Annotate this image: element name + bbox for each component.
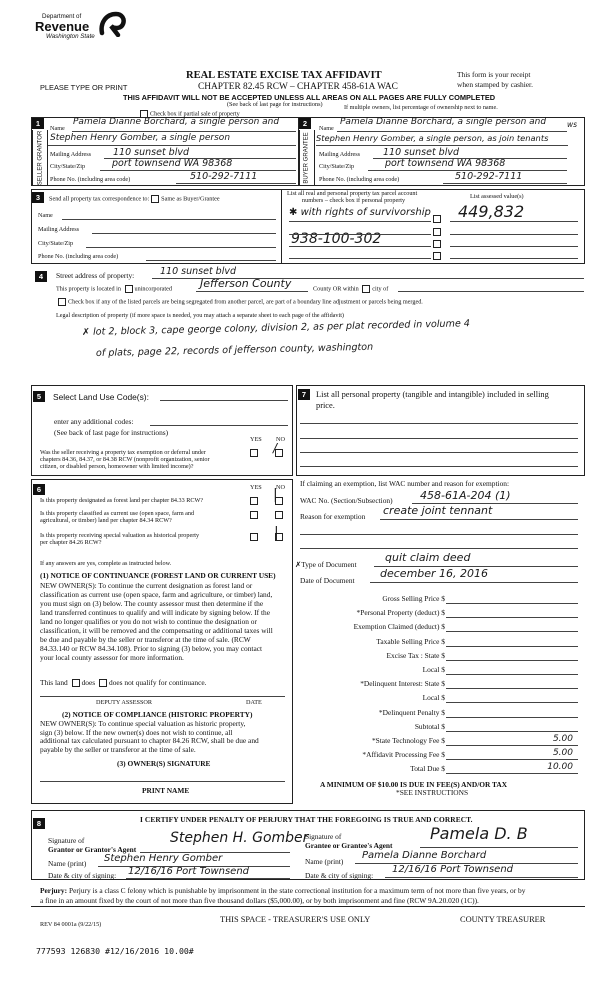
- buyer-phone[interactable]: 510-292-7111: [455, 171, 523, 182]
- grantor-printed-name[interactable]: Stephen Henry Gomber: [104, 853, 223, 864]
- tax-row: [300, 635, 585, 649]
- tax-row-label: Taxable Selling Price $: [376, 636, 445, 646]
- if-yes-instruction: If any answers are yes, complete as instructed below.: [40, 560, 172, 567]
- county-or-within: County OR within city of: [313, 285, 389, 293]
- s6-yes-header: YES: [250, 484, 262, 491]
- assessed-header: List assessed value(s): [470, 193, 524, 200]
- historic-yes-checkbox[interactable]: [250, 533, 258, 541]
- seller-sidebar: SELLER GRANTOR: [32, 130, 48, 185]
- seller-name-label: Name: [50, 125, 65, 132]
- notice-continuance-title: (1) NOTICE OF CONTINUANCE (FOREST LAND OR CURRENT USE): [40, 571, 276, 580]
- s5-q-line2: chapters 84.36, 84.37, or 84.38 RCW (nonprofit organization, senior: [40, 456, 210, 463]
- receipt-stamp: 777593 126830 #12/16/2016 10.00#: [36, 946, 194, 956]
- tax-row-label: *Delinquent Interest: State $: [360, 679, 445, 689]
- does-not-qualify-checkbox[interactable]: [99, 679, 107, 687]
- deputy-assessor-label: DEPUTY ASSESSOR: [96, 699, 152, 706]
- s5-q-line3: citizen, or disabled person, homeowner with limited income)?: [40, 463, 194, 470]
- receipt-note-2: when stamped by cashier.: [457, 80, 533, 89]
- parcel-2-personal-checkbox[interactable]: [433, 228, 441, 236]
- s6-no-mark-3: |: [274, 525, 279, 541]
- grantee-date-label: Date & city of signing:: [305, 871, 374, 880]
- land-use-title: Select Land Use Code(s):: [53, 392, 149, 402]
- tax-row-label: Exemption Claimed (deduct) $: [353, 622, 445, 632]
- s6-no-marks: |: [273, 487, 278, 503]
- tax-row-label: Local $: [422, 693, 445, 703]
- tax-row: [300, 663, 585, 677]
- tax-row-label: Total Due $: [410, 764, 445, 774]
- personal-property-title: List all personal property (tangible and intangible) included in selling: [316, 390, 549, 399]
- does-qualify-checkbox[interactable]: [72, 679, 80, 687]
- buyer-city-label: City/State/Zip: [319, 163, 355, 170]
- s5-no-mark: /: [273, 441, 278, 455]
- additional-codes-label: enter any additional codes:: [54, 417, 134, 426]
- grantee-name-label: Name (print): [305, 857, 344, 866]
- agency-line2: Revenue: [35, 19, 90, 34]
- notice-compliance-text: NEW OWNER(S): To continue special valuation as historic property, sign (3) below. If the new owner(s) does not wish to continue, all additional tax calculated pursuant to chapter 84.26 RCW, shall be due and payable by the seller or transferor at the time of sale.: [40, 719, 259, 754]
- s6-no-header: NO: [276, 484, 285, 491]
- legal-description-2[interactable]: of plats, page 22, records of jefferson county, washington: [95, 341, 374, 359]
- historic-question-1: Is this property receiving special valuation as historical property: [40, 532, 200, 539]
- current-use-question-1: Is this property classified as current use (open space, farm and: [40, 510, 195, 517]
- exemption-header: If claiming an exemption, list WAC number and reason for exemption:: [300, 479, 510, 488]
- buyer-city[interactable]: port townsend WA 98368: [385, 158, 506, 169]
- date-of-document-label: Date of Document: [300, 576, 355, 585]
- notice-continuance-text: NEW OWNER(S): To continue the current designation as forest land or classification as current use (open space, farm and agriculture, or timber) land, you must sign on (3) below. The county assessor must then determine if the land transferred continues to qualify and will indicate by signing below. If the land no longer qualifies or you do not wish to continue the designation or classification, it will be removed and the compensating or additional taxes will be due and payable by the seller or transferor at the time of sale. (RCW 84.33.140 or RCW 84.34.108). Prior to signing (3) below, you may contact your local county assessor for more information.: [40, 581, 273, 662]
- grantor-name-label: Name (print): [48, 859, 87, 868]
- current-use-yes-checkbox[interactable]: [250, 511, 258, 519]
- tax-row-label: Gross Selling Price $: [382, 594, 445, 603]
- grantee-date-city[interactable]: 12/16/16 Port Townsend: [392, 864, 514, 875]
- see-back-text: (See back of last page for instructions): [227, 101, 323, 108]
- segregated-checkbox[interactable]: [58, 298, 66, 306]
- deputy-date-label: DATE: [246, 699, 262, 706]
- tax-row: [300, 606, 585, 620]
- buyer-address-label: Mailing Address: [319, 151, 361, 158]
- street-label: Street address of property:: [56, 271, 135, 280]
- receipt-note-1: This form is your receipt: [457, 70, 531, 79]
- seller-phone-label: Phone No. (including area code): [50, 176, 131, 183]
- current-use-question-2: agricultural, or timber) land per chapter 84.34 RCW?: [40, 517, 172, 524]
- s3-address-label: Mailing Address: [38, 226, 80, 233]
- send-correspondence: Send all property tax correspondence to: Same as Buyer/Grantee: [49, 195, 220, 203]
- type-of-document-value[interactable]: quit claim deed: [385, 551, 471, 564]
- same-as-buyer-checkbox[interactable]: [151, 195, 159, 203]
- certify-statement: I CERTIFY UNDER PENALTY OF PERJURY THAT THE FOREGOING IS TRUE AND CORRECT.: [140, 815, 473, 824]
- section-8-number: 8: [33, 818, 45, 829]
- section-4-number: 4: [35, 271, 47, 282]
- section-1-number: 1: [32, 118, 44, 129]
- section-7-number: 7: [298, 389, 310, 400]
- buyer-phone-label: Phone No. (including area code): [319, 176, 400, 183]
- grantor-date-label: Date & city of signing:: [48, 871, 117, 880]
- perjury-line-1: Perjury: Perjury is a class C felony which is punishable by imprisonment in the state correctional institution for a maximum term of not more than five years, or by: [40, 886, 526, 895]
- grantee-sig-of-label: Signature of: [305, 832, 342, 841]
- seller-phone[interactable]: 510-292-7111: [190, 171, 258, 182]
- tax-row: [300, 762, 585, 776]
- reason-label: Reason for exemption: [300, 512, 366, 521]
- parcel-number[interactable]: 938-100-302: [291, 231, 382, 247]
- s3-phone-label: Phone No. (including area code): [38, 253, 119, 260]
- parcel-header-1: List all real and personal property tax parcel account: [287, 190, 418, 197]
- partial-sale-option[interactable]: Check box if partial sale of property: [138, 110, 240, 118]
- see-instructions-note: *SEE INSTRUCTIONS: [396, 788, 469, 797]
- section-3-number: 3: [32, 192, 44, 203]
- county-treasurer-label: COUNTY TREASURER: [460, 915, 546, 924]
- tax-row-value[interactable]: 10.00: [547, 762, 573, 773]
- buyer-extra-initials[interactable]: ws: [567, 120, 578, 129]
- tax-row-label: Local $: [422, 664, 445, 674]
- personal-property-title-2: price.: [316, 401, 335, 410]
- agency-line3: Washington State: [46, 33, 95, 40]
- print-name-label: PRINT NAME: [142, 786, 190, 795]
- within-city-checkbox[interactable]: [362, 285, 370, 293]
- survivorship-note[interactable]: ✱ with rights of survivorship: [289, 207, 431, 218]
- page-subtitle: CHAPTER 82.45 RCW – CHAPTER 458-61A WAC: [198, 82, 398, 92]
- grantor-date-city[interactable]: 12/16/16 Port Townsend: [128, 866, 250, 877]
- form-number: REV 84 0001a (9/22/15): [40, 921, 102, 928]
- seller-address-label: Mailing Address: [50, 151, 92, 158]
- located-in-line: This property is located in unincorporated: [56, 285, 172, 293]
- wac-value[interactable]: 458-61A-204 (1): [420, 489, 511, 502]
- grantor-signature[interactable]: Stephen H. Gomber: [170, 830, 309, 846]
- tax-row-label: *Affidavit Processing Fee $: [362, 750, 445, 760]
- type-or-print: PLEASE TYPE OR PRINT: [40, 83, 128, 92]
- tax-row-label: *Personal Property (deduct) $: [356, 608, 445, 618]
- tax-row-label: *State Technology Fee $: [371, 735, 445, 745]
- tax-row: [300, 720, 585, 734]
- perjury-line-2: a fine in an amount fixed by the court of not more than five thousand dollars ($5,000.00), or by both imprisonment and fine (RCW 9A.20.020 (1C)).: [40, 896, 479, 905]
- parcel-3-personal-checkbox[interactable]: [433, 240, 441, 248]
- s3-name-label: Name: [38, 212, 53, 219]
- qualify-line: This land does does not qualify for continuance.: [40, 678, 207, 687]
- county-value[interactable]: Jefferson County: [200, 277, 292, 290]
- land-use-see-back: (See back of last page for instructions): [54, 428, 169, 437]
- date-of-document-value[interactable]: december 16, 2016: [380, 567, 489, 580]
- seller-name-2[interactable]: Stephen Henry Gomber, a single person: [50, 133, 231, 143]
- assessed-value[interactable]: 449,832: [458, 202, 525, 221]
- buyer-name-1[interactable]: Pamela Dianne Borchard, a single person and: [340, 117, 547, 127]
- s5-yes-checkbox[interactable]: [250, 449, 258, 457]
- notice-compliance-title: (2) NOTICE OF COMPLIANCE (HISTORIC PROPERTY): [62, 710, 253, 719]
- parcel-1-personal-checkbox[interactable]: [433, 215, 441, 223]
- historic-question-2: per chapter 84.26 RCW?: [40, 539, 102, 546]
- parcel-header-2: numbers – check box if personal property: [302, 197, 406, 204]
- tax-row: [300, 620, 585, 634]
- tax-row-label: Excise Tax : State $: [386, 650, 445, 660]
- grantee-agent-label: Grantee or Grantee's Agent: [305, 841, 393, 850]
- grantor-sig-of-label: Signature of: [48, 836, 85, 845]
- tax-row-value[interactable]: 5.00: [552, 733, 573, 744]
- minimum-due-note: A MINIMUM OF $10.00 IS DUE IN FEE(S) AND/OR TAX: [320, 780, 508, 789]
- s5-no-header: NO: [276, 436, 285, 443]
- legal-label: Legal description of property (if more space is needed, you may attach a separate sheet to each page of the affidavit): [56, 312, 344, 319]
- segregated-line: Check box if any of the listed parcels are being segregated from another parcel, are part of a boundary line adjustment or parcels being merged.: [56, 298, 423, 306]
- owner-signature-label: (3) OWNER(S) SIGNATURE: [117, 759, 211, 768]
- s5-yes-header: YES: [250, 436, 262, 443]
- forest-land-question: Is this property designated as forest land per chapter 84.33 RCW?: [40, 497, 204, 504]
- buyer-name-2[interactable]: Stephen Henry Gomber, a single person, as join tenants: [316, 133, 549, 143]
- tax-row: [300, 734, 585, 748]
- current-use-no-checkbox[interactable]: [275, 511, 283, 519]
- s3-city-label: City/State/Zip: [38, 240, 74, 247]
- wac-label: WAC No. (Section/Subsection): [300, 496, 393, 505]
- grantee-printed-name[interactable]: Pamela Dianne Borchard: [362, 850, 487, 861]
- buyer-sidebar: BUYER GRANTEE: [299, 130, 315, 185]
- type-of-document-label: ✗Type of Document: [295, 560, 357, 569]
- multiple-owners-note: If multiple owners, list percentage of ownership next to name.: [344, 104, 498, 111]
- tax-row: [300, 649, 585, 663]
- tax-row: [300, 706, 585, 720]
- reason-value[interactable]: create joint tennant: [383, 504, 493, 517]
- seller-address[interactable]: 110 sunset blvd: [113, 147, 190, 158]
- legal-description-1[interactable]: ✗ lot 2, block 3, cape george colony, division 2, as per plat recorded in volume 4: [81, 318, 471, 338]
- treasurer-space-label: THIS SPACE - TREASURER'S USE ONLY: [220, 915, 371, 924]
- warning-text: THIS AFFIDAVIT WILL NOT BE ACCEPTED UNLESS ALL AREAS ON ALL PAGES ARE FULLY COMPLETED: [123, 93, 496, 102]
- parcel-4-personal-checkbox[interactable]: [433, 252, 441, 260]
- grantee-signature[interactable]: Pamela D. B: [430, 824, 528, 843]
- tax-row: [300, 592, 585, 606]
- forest-yes-checkbox[interactable]: [250, 497, 258, 505]
- tax-row-label: *Delinquent Penalty $: [378, 707, 445, 717]
- seller-name-1[interactable]: Pamela Dianne Borchard, a single person and: [73, 117, 280, 127]
- street-value[interactable]: 110 sunset blvd: [160, 266, 237, 277]
- page-title: REAL ESTATE EXCISE TAX AFFIDAVIT: [186, 70, 382, 81]
- tax-row-label: Subtotal $: [414, 721, 445, 731]
- s5-q-line1: Was the seller receiving a property tax exemption or deferral under: [40, 449, 206, 456]
- tax-row: [300, 677, 585, 691]
- section-6-number: 6: [33, 484, 45, 495]
- seller-city-label: City/State/Zip: [50, 163, 86, 170]
- section-5-number: 5: [33, 391, 45, 402]
- unincorporated-checkbox[interactable]: [125, 285, 133, 293]
- tax-row: [300, 748, 585, 762]
- section-2-number: 2: [299, 118, 311, 129]
- tax-table: [300, 592, 585, 776]
- buyer-address[interactable]: 110 sunset blvd: [383, 147, 460, 158]
- grantor-agent-label: Grantor or Grantor's Agent: [48, 845, 137, 854]
- revenue-logo-icon: [96, 11, 126, 37]
- tax-row: [300, 691, 585, 705]
- seller-city[interactable]: port townsend WA 98368: [112, 158, 233, 169]
- tax-row-value[interactable]: 5.00: [552, 748, 573, 759]
- agency-line1: Department of: [42, 13, 82, 20]
- buyer-name-label: Name: [319, 125, 334, 132]
